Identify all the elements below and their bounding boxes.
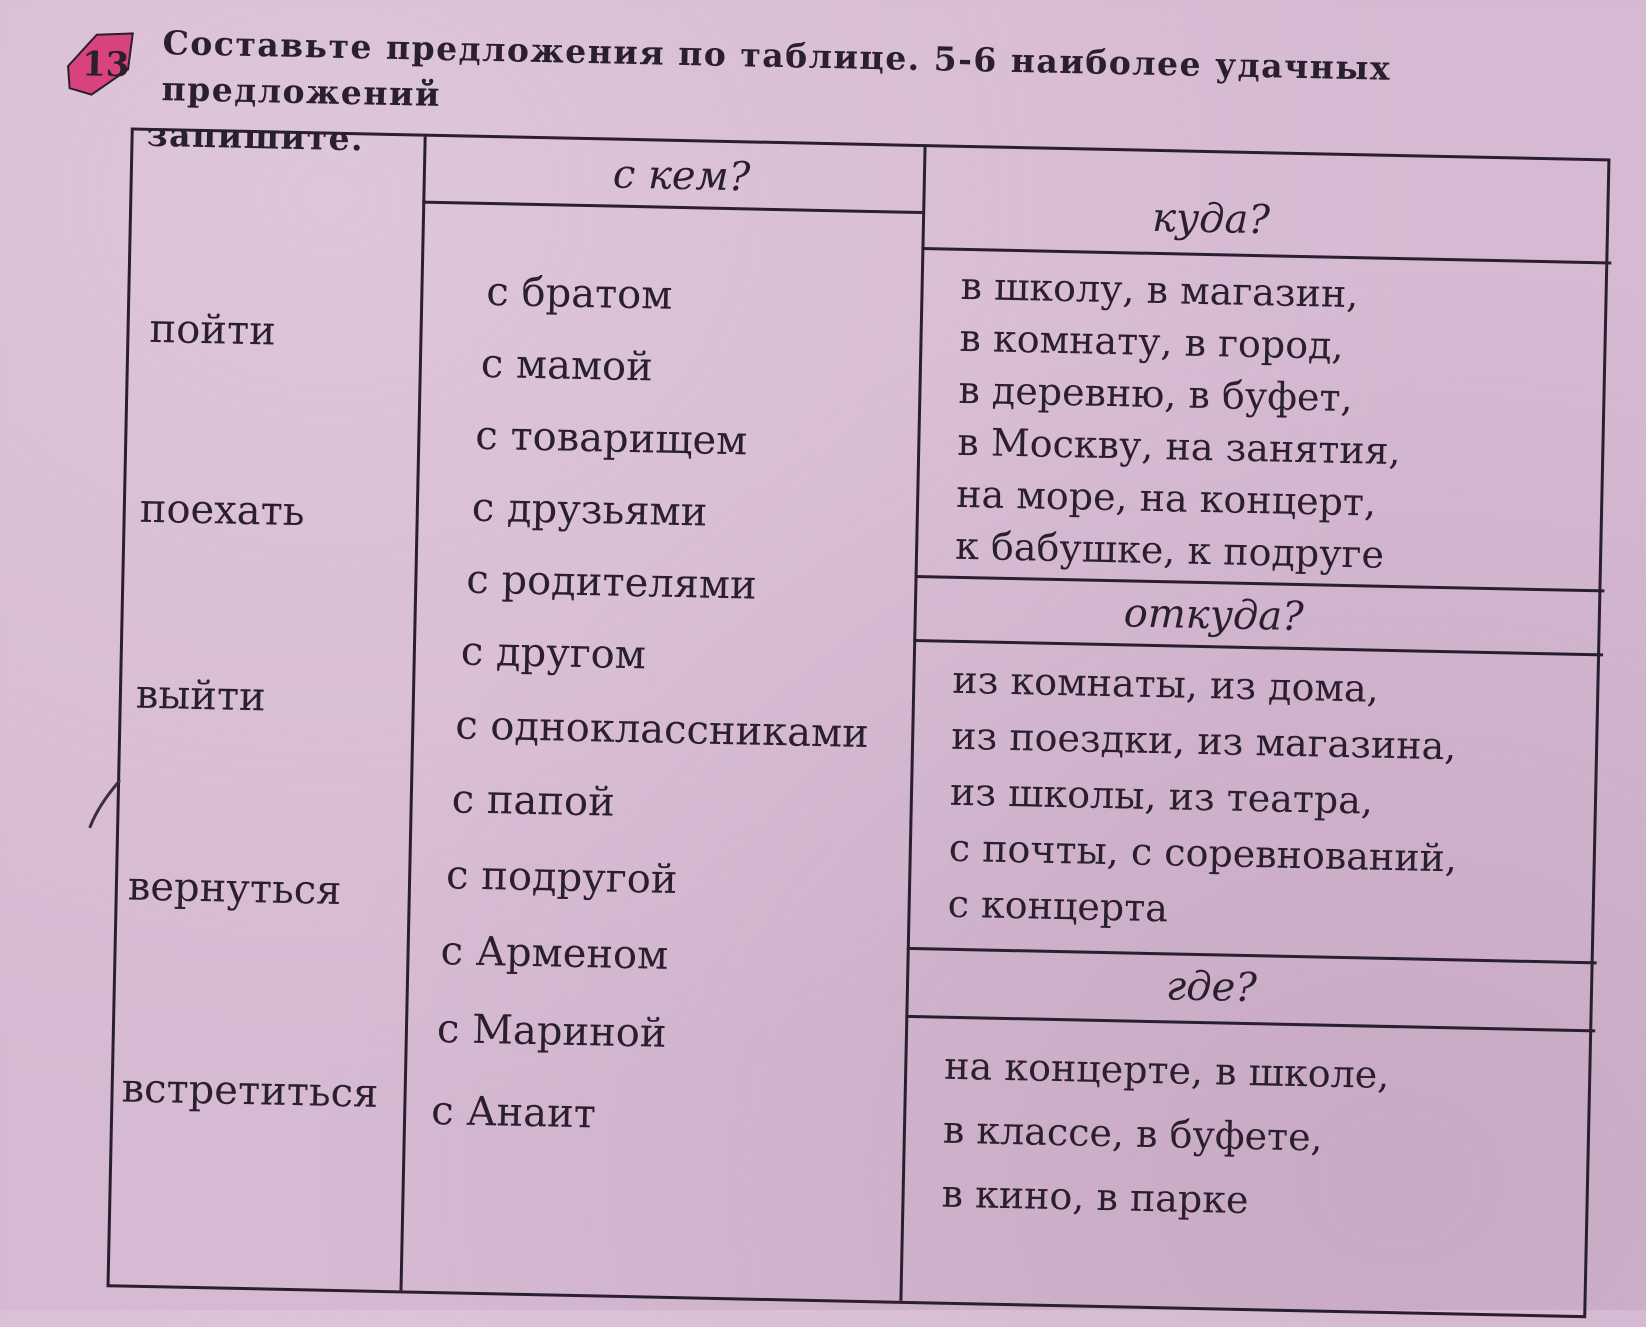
where-to-line: к бабушке, к подруге	[954, 523, 1385, 577]
where-from-line: из комнаты, из дома,	[951, 657, 1380, 711]
with-whom-item: с мамой	[480, 340, 654, 391]
exercise-number: 13	[81, 44, 130, 86]
where-to-line: в деревню, в буфет,	[958, 367, 1354, 421]
header-where-to: куда?	[1151, 194, 1271, 244]
sentence-table	[106, 127, 1610, 1318]
where-from-line: с концерта	[947, 881, 1169, 931]
divider-where-bottom	[905, 1015, 1595, 1032]
with-whom-item: с родителями	[465, 556, 758, 609]
verb-cell: поехать	[139, 485, 305, 536]
with-whom-item: с друзьями	[471, 484, 708, 536]
column-divider-2	[899, 147, 926, 1301]
instruction-line-2: запишите.	[146, 114, 365, 159]
with-whom-item: с Анаит	[430, 1087, 597, 1138]
where-from-line: из школы, из театра,	[949, 769, 1374, 823]
header-where-from: откуда?	[1123, 590, 1305, 641]
header-where: где?	[1165, 963, 1258, 1012]
verb-cell: пойти	[149, 305, 277, 355]
verb-cell: встретиться	[121, 1065, 379, 1117]
with-whom-item: с братом	[485, 268, 673, 319]
where-to-line: на море, на концерт,	[955, 471, 1377, 525]
with-whom-item: с другом	[460, 628, 647, 679]
pencil-mark-icon	[84, 775, 125, 836]
column-divider-1	[399, 137, 426, 1291]
where-line: в кино, в парке	[941, 1171, 1249, 1223]
pencil-checkmark	[84, 775, 125, 840]
with-whom-item: с Мариной	[436, 1006, 668, 1057]
with-whom-item: с папой	[451, 776, 616, 826]
where-to-line: в комнату, в город,	[959, 315, 1345, 368]
where-line: в классе, в буфете,	[942, 1107, 1324, 1160]
with-whom-item: с одноклассниками	[454, 702, 870, 758]
with-whom-item: с товарищем	[474, 412, 748, 465]
header-with-whom: с кем?	[612, 151, 751, 201]
where-to-line: в Москву, на занятия,	[956, 419, 1402, 474]
instruction-line-1: Составьте предложения по таблице. 5-6 наиболее удачных предложений	[161, 23, 1392, 114]
where-from-line: с почты, с соревнований,	[948, 825, 1458, 881]
with-whom-item: с подругой	[445, 852, 678, 904]
verb-cell: выйти	[135, 671, 267, 721]
where-line: на концерте, в школе,	[943, 1043, 1390, 1098]
where-to-line: в школу, в магазин,	[960, 263, 1359, 317]
where-from-line: из поездки, из магазина,	[950, 713, 1457, 769]
verb-cell: вернуться	[127, 863, 342, 915]
with-whom-item: с Арменом	[440, 928, 669, 979]
